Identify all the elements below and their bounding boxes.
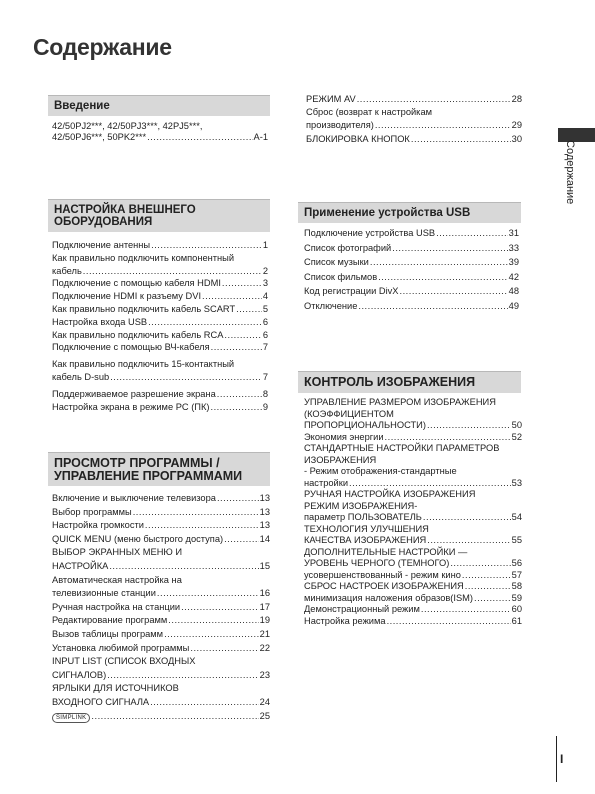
toc-entry-page: 7	[262, 342, 268, 353]
toc-entry[interactable]	[306, 119, 522, 132]
toc-entry[interactable]	[52, 341, 268, 354]
toc-entry-label: QUICK MENU (меню быстрого доступа)	[52, 533, 224, 544]
toc-entry-page: 17	[259, 601, 270, 612]
toc-entry-label: усовершенствованный - режим кино	[304, 569, 461, 580]
toc-entry-page: 52	[511, 431, 522, 442]
programs-toc-list	[52, 492, 270, 723]
toc-entry-line: ВЫБОР ЭКРАННЫХ МЕНЮ И	[52, 547, 183, 558]
toc-entry[interactable]	[52, 642, 270, 656]
toc-entry-label: Редактирование программ	[52, 615, 168, 626]
toc-entry[interactable]	[52, 277, 268, 290]
toc-entry[interactable]	[52, 560, 270, 574]
page-number: I	[560, 752, 564, 766]
toc-entry[interactable]	[52, 628, 270, 642]
section-heading-usb: Применение устройства USB	[298, 202, 521, 223]
toc-entry-page: 31	[508, 228, 519, 238]
toc-entry-label: БЛОКИРОВКА КНОПОК	[306, 133, 410, 144]
toc-entry-line: - Режим отображения-стандартные	[304, 466, 457, 476]
toc-entry-leader	[224, 329, 261, 342]
toc-entry[interactable]	[304, 581, 522, 593]
toc-entry-label: Подключение с помощью кабеля HDMI	[52, 278, 221, 289]
heading-line: УПРАВЛЕНИЕ ПРОГРАММАМИ	[54, 469, 243, 483]
toc-entry-label: Установка любимой программы	[52, 642, 190, 653]
intro-models-line1: 42/50PJ2***, 42/50PJ3***, 42PJ5***,	[52, 121, 203, 131]
toc-entry-leader	[427, 535, 510, 547]
av-toc-list	[306, 93, 522, 146]
toc-entry-page: 58	[511, 581, 522, 591]
toc-entry-label: Ручная настройка на станции	[52, 601, 181, 612]
toc-entry[interactable]	[304, 432, 522, 444]
toc-entry-leader	[370, 255, 508, 270]
toc-entry[interactable]	[304, 284, 519, 299]
toc-entry-label: Настройка громкости	[52, 520, 144, 531]
picture-toc-list	[304, 397, 522, 627]
heading-line: ПРОСМОТР ПРОГРАММЫ /	[54, 456, 220, 470]
toc-entry-line: ТЕХНОЛОГИЯ УЛУЧШЕНИЯ	[304, 523, 429, 534]
toc-entry[interactable]	[304, 420, 522, 432]
toc-entry-leader	[462, 570, 511, 582]
toc-entry[interactable]	[52, 669, 270, 683]
toc-entry-line: Автоматическая настройка на	[52, 574, 182, 585]
toc-entry-page: 2	[262, 265, 268, 276]
toc-entry-label: минимизация наложения образов(ISM)	[304, 592, 474, 603]
section-heading-programs	[48, 452, 270, 486]
toc-entry-leader	[109, 560, 258, 574]
toc-entry-page: 14	[259, 533, 270, 544]
toc-entry-leader	[211, 341, 262, 354]
toc-entry[interactable]	[52, 132, 268, 143]
toc-entry-label: параметр ПОЛЬЗОВАТЕЛЬ	[304, 512, 422, 522]
toc-entry-label: Список фильмов	[304, 271, 378, 282]
toc-entry-label: КАЧЕСТВА ИЗОБРАЖЕНИЯ	[304, 535, 427, 545]
toc-entry-page: 49	[508, 300, 519, 311]
toc-entry-leader	[190, 642, 258, 656]
toc-entry-label: Настройка режима	[304, 615, 386, 626]
toc-entry-label: Подключение HDMI к разъему DVI	[52, 291, 202, 302]
toc-entry[interactable]	[52, 239, 268, 252]
toc-entry[interactable]	[304, 570, 522, 582]
toc-entry-leader	[145, 519, 259, 533]
toc-entry-page: 1	[262, 240, 268, 250]
toc-entry-label: Отключение	[304, 300, 358, 311]
toc-entry-label: СИГНАЛОВ)	[52, 669, 107, 680]
toc-entry-leader	[164, 628, 259, 642]
toc-entry-page: 60	[511, 604, 522, 614]
toc-entry-page: A-1	[253, 132, 268, 142]
toc-entry-page: 48	[508, 286, 519, 296]
toc-entry-page: 5	[262, 303, 268, 314]
toc-entry-leader	[91, 710, 258, 724]
toc-entry[interactable]	[52, 290, 268, 303]
toc-entry-page: 30	[511, 133, 522, 144]
toc-entry-page: 6	[262, 329, 268, 340]
toc-entry-page: 24	[259, 696, 270, 707]
toc-entry-line: Как правильно подключить компонентный	[52, 252, 235, 263]
toc-entry-line: ИЗОБРАЖЕНИЯ	[304, 454, 377, 465]
toc-entry-page: 8	[262, 388, 268, 399]
toc-entry-page: 23	[259, 669, 270, 680]
toc-entry-label: Включение и выключение телевизора	[52, 493, 216, 503]
toc-entry-page: 15	[259, 560, 270, 571]
toc-entry-leader	[465, 581, 511, 593]
toc-entry-page: 19	[259, 615, 270, 626]
toc-entry[interactable]	[306, 133, 522, 146]
toc-entry-page: 13	[259, 506, 270, 517]
toc-entry-leader	[411, 133, 511, 146]
toc-entry-page: 6	[262, 316, 268, 327]
toc-entry-line: Сброс (возврат к настройкам	[306, 107, 433, 118]
toc-entry-leader	[147, 132, 252, 143]
toc-entry-line: РУЧНАЯ НАСТРОЙКА ИЗОБРАЖЕНИЯ	[304, 489, 476, 499]
toc-entry-page: 7	[262, 371, 268, 382]
toc-entry-leader	[387, 616, 511, 628]
toc-entry-label	[52, 710, 90, 724]
toc-entry-leader	[349, 478, 511, 490]
toc-entry-leader	[148, 316, 262, 329]
toc-entry-leader	[427, 420, 511, 432]
toc-entry-page: 22	[259, 642, 270, 653]
toc-entry-label: Как правильно подключить кабель RCA	[52, 329, 224, 340]
toc-entry-leader	[400, 284, 508, 299]
toc-entry-label: УРОВЕНЬ ЧЕРНОГО (ТЕМНОГО)	[304, 558, 450, 568]
toc-entry-label: производителя)	[306, 120, 374, 131]
toc-entry-leader	[181, 601, 259, 615]
toc-entry-leader	[375, 119, 511, 132]
usb-toc-list	[304, 226, 519, 313]
toc-entry-label: Настройка экрана в режиме PC (ПК)	[52, 401, 210, 412]
toc-entry-page: 39	[508, 257, 519, 267]
page-number-rule	[556, 736, 557, 782]
toc-entry[interactable]	[304, 593, 522, 605]
toc-entry[interactable]	[304, 226, 519, 241]
toc-entry-label: настройки	[304, 477, 349, 488]
toc-entry-page: 42	[508, 271, 519, 282]
toc-entry[interactable]	[52, 533, 270, 547]
toc-entry[interactable]	[304, 604, 522, 616]
toc-entry[interactable]	[52, 492, 270, 506]
toc-entry-leader	[151, 239, 262, 252]
toc-entry-page: 55	[511, 535, 522, 545]
toc-entry-leader	[83, 265, 262, 278]
toc-entry-leader	[168, 614, 258, 628]
toc-entry-leader	[358, 299, 507, 314]
toc-entry[interactable]	[304, 616, 522, 628]
toc-entry-label: Список фотографий	[304, 242, 392, 253]
toc-entry-label: Подключение устройства USB	[304, 228, 436, 238]
section-heading-intro: Введение	[48, 95, 270, 116]
toc-entry-leader	[202, 290, 262, 303]
toc-entry-leader	[385, 432, 511, 444]
toc-entry-page: 57	[511, 569, 522, 580]
toc-entry[interactable]	[52, 601, 270, 615]
toc-entry-page: 29	[511, 120, 522, 131]
toc-entry-label: ПРОПОРЦИОНАЛЬНОСТИ)	[304, 420, 426, 430]
toc-entry[interactable]	[52, 587, 270, 601]
toc-entry-page: 28	[511, 94, 522, 104]
toc-entry-leader	[157, 587, 259, 601]
toc-entry[interactable]	[52, 388, 268, 401]
toc-entry[interactable]	[52, 614, 270, 628]
toc-entry-line: РЕЖИМ ИЗОБРАЖЕНИЯ-	[304, 500, 418, 511]
toc-entry-leader	[222, 277, 262, 290]
toc-entry-page: 56	[511, 558, 522, 568]
toc-entry[interactable]	[304, 299, 519, 314]
toc-entry-leader	[392, 241, 507, 256]
toc-entry-label: Демонстрационный режим	[304, 604, 420, 614]
toc-entry-label: Выбор программы	[52, 506, 132, 517]
heading-line: ОБОРУДОВАНИЯ	[54, 216, 153, 228]
toc-entry-leader	[133, 506, 259, 520]
toc-entry-leader	[150, 696, 259, 710]
section-heading-picture: КОНТРОЛЬ ИЗОБРАЖЕНИЯ	[298, 371, 521, 393]
side-label-text: Содержание	[564, 140, 576, 205]
toc-entry[interactable]	[52, 371, 268, 384]
toc-entry-line: Как правильно подключить 15-контактный	[52, 359, 235, 370]
toc-entry-page: 3	[262, 278, 268, 289]
toc-entry-label: СБРОС НАСТРОЕК ИЗОБРАЖЕНИЯ	[304, 581, 464, 591]
toc-entry[interactable]	[52, 303, 268, 316]
toc-entry-label: Код регистрации DivX	[304, 286, 399, 296]
toc-entry[interactable]	[52, 710, 270, 724]
toc-entry-page: 54	[511, 512, 522, 522]
toc-entry[interactable]	[304, 270, 519, 285]
toc-entry-page: 21	[259, 628, 270, 639]
toc-entry[interactable]	[52, 696, 270, 710]
toc-entry-page: 4	[262, 291, 268, 302]
toc-entry-label: кабель	[52, 265, 82, 276]
toc-entry-page: 16	[259, 588, 270, 599]
toc-entry-label: кабель D-sub	[52, 371, 110, 382]
heading-line: НАСТРОЙКА ВНЕШНЕГО	[54, 204, 196, 216]
toc-entry-label: Как правильно подключить кабель SCART	[52, 303, 236, 314]
toc-entry-label: РЕЖИМ AV	[306, 94, 356, 104]
toc-entry[interactable]	[52, 506, 270, 520]
toc-entry[interactable]	[306, 93, 522, 106]
toc-entry-line: ЯРЛЫКИ ДЛЯ ИСТОЧНИКОВ	[52, 683, 179, 694]
toc-entry-page: 61	[511, 615, 522, 626]
toc-entry-leader	[357, 93, 511, 106]
toc-entry[interactable]	[304, 241, 519, 256]
toc-entry-page: 13	[259, 493, 270, 503]
intro-block	[52, 121, 268, 143]
toc-entry-label: ВХОДНОГО СИГНАЛА	[52, 696, 150, 707]
toc-entry-leader	[421, 604, 511, 616]
toc-entry-leader	[110, 371, 262, 384]
toc-entry-label: НАСТРОЙКА	[52, 560, 109, 571]
toc-entry[interactable]	[304, 478, 522, 490]
toc-entry-line: INPUT LIST (СПИСОК ВХОДНЫХ	[52, 656, 196, 667]
toc-entry[interactable]	[304, 535, 522, 547]
toc-entry-label: Вызов таблицы программ	[52, 628, 164, 639]
toc-entry[interactable]	[52, 519, 270, 533]
toc-entry-leader	[107, 669, 258, 683]
toc-entry-leader	[378, 270, 508, 285]
toc-entry-page: 50	[511, 420, 522, 430]
toc-entry-leader	[211, 401, 262, 414]
toc-entry-line: ДОПОЛНИТЕЛЬНЫЕ НАСТРОЙКИ —	[304, 546, 468, 557]
toc-entry[interactable]	[304, 255, 519, 270]
toc-entry-leader	[217, 492, 259, 506]
toc-entry-page: 53	[511, 477, 522, 488]
toc-entry-leader	[423, 512, 511, 524]
toc-entry-leader	[224, 533, 259, 547]
toc-entry-leader	[436, 226, 508, 241]
page-title: Содержание	[33, 34, 172, 60]
toc-entry-label: 42/50PJ6***, 50PK2***	[52, 132, 147, 142]
toc-entry[interactable]	[52, 316, 268, 329]
simplink-logo-icon: SIMPLINK	[52, 713, 90, 723]
toc-entry-label: Настройка входа USB	[52, 316, 148, 327]
toc-entry-page: 25	[259, 710, 270, 721]
toc-entry[interactable]	[304, 558, 522, 570]
toc-entry-label: Подключение с помощью ВЧ-кабеля	[52, 342, 210, 353]
toc-entry[interactable]	[52, 265, 268, 278]
toc-entry-leader	[236, 303, 262, 316]
side-label	[563, 140, 577, 230]
toc-entry-label: Поддерживаемое разрешение экрана	[52, 388, 216, 399]
toc-entry-leader	[217, 388, 262, 401]
toc-entry-label: телевизионные станции	[52, 588, 156, 599]
toc-entry[interactable]	[52, 329, 268, 342]
toc-entry-leader	[450, 558, 510, 570]
toc-entry-page: 33	[508, 242, 519, 253]
section-heading-external	[48, 199, 270, 232]
toc-entry-page: 9	[262, 401, 268, 412]
toc-entry-page: 13	[259, 520, 270, 531]
toc-entry-line: УПРАВЛЕНИЕ РАЗМЕРОМ ИЗОБРАЖЕНИЯ	[304, 397, 496, 407]
toc-entry[interactable]	[52, 401, 268, 414]
toc-entry-label: Экономия энергии	[304, 431, 384, 442]
toc-entry-label: Подключение антенны	[52, 240, 151, 250]
toc-entry-label: Список музыки	[304, 257, 369, 267]
toc-entry-line: СТАНДАРТНЫЕ НАСТРОЙКИ ПАРАМЕТРОВ	[304, 443, 500, 453]
toc-entry-leader	[474, 593, 511, 605]
external-toc-list	[52, 239, 268, 413]
toc-entry-page: 59	[511, 592, 522, 603]
toc-entry-line: (КОЭФФИЦИЕНТОМ	[304, 408, 394, 419]
toc-entry[interactable]	[304, 512, 522, 524]
